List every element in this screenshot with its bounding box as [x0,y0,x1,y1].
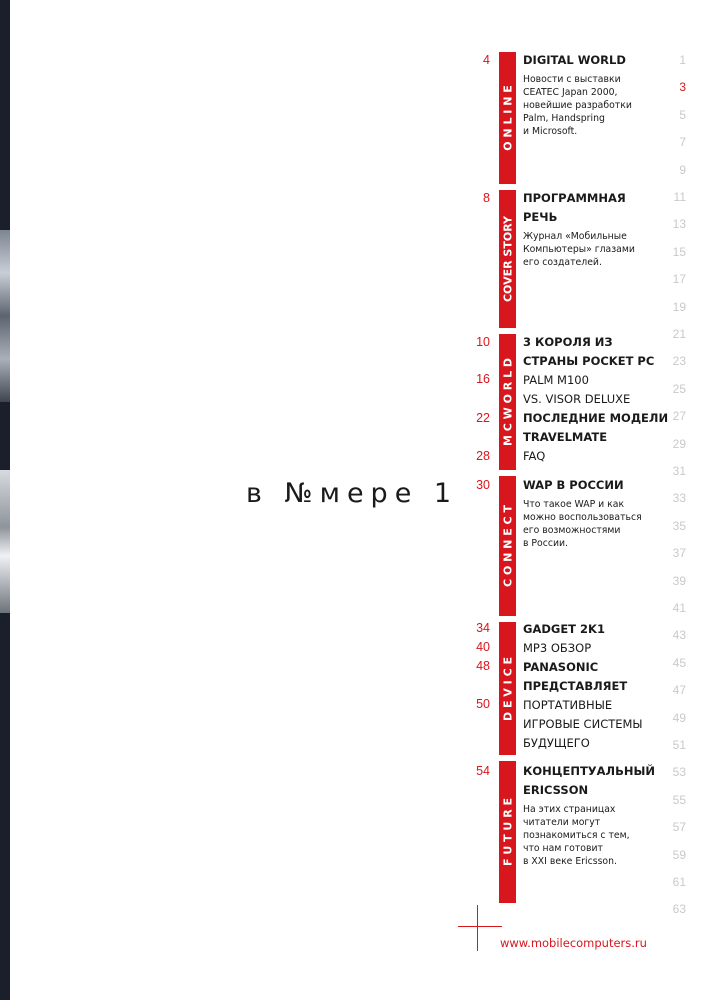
page-number: 10 [476,335,490,349]
ruler-page-number: 43 [672,628,686,643]
ruler-page-number: 33 [672,491,686,506]
page-number: 54 [476,764,490,778]
section-band-mc-world [499,334,516,470]
ruler-page-number: 51 [672,738,686,752]
toc-entry-3-korolya[interactable] [523,333,654,371]
entry-title: ПОСЛЕДНИЕ МОДЕЛИ [523,411,669,425]
ruler-page-number: 47 [672,683,686,698]
entry-title: КОНЦЕПТУАЛЬНЫЙ [523,764,656,778]
ruler-page-number: 41 [672,601,686,615]
ruler-page-number: 35 [672,518,686,533]
ruler-page-number: 3 [679,80,686,95]
toc-entry-travelmate[interactable] [523,409,668,447]
entry-description: Новости с выставки CEATEC Japan 2000, новейшие разработки Palm, Handspring и Microsoft. [523,74,632,137]
section-band-future [499,761,516,903]
ruler-page-number: 63 [672,902,686,917]
left-photo-strip [0,0,10,1000]
ruler-page-number: 1 [679,53,686,67]
ruler-page-number: 13 [672,217,686,232]
page-number: 22 [476,411,490,425]
entry-title: БУДУЩЕГО [523,736,590,750]
toc-entry-mp3[interactable] [523,639,591,658]
ruler-page-number: 57 [672,820,686,835]
section-label-future: F U T U R E [501,797,514,867]
ruler-page-number: 55 [672,792,686,807]
entry-title: DIGITAL WORLD [523,53,626,67]
page-number: 50 [476,697,490,711]
page-number: 8 [483,191,490,205]
entry-title: PANASONIC [523,660,599,674]
section-band-cover-story [499,190,516,328]
section-label-cover-story: COVER STORY [501,215,514,303]
ruler-page-number: 31 [672,464,686,478]
entry-title: FAQ [523,449,546,463]
section-band-connect [499,476,516,616]
device-photo-fragment-top [0,230,10,402]
entry-title: ПРЕДСТАВЛЯЕТ [523,679,628,693]
entry-title: GADGET 2K1 [523,622,605,636]
page-number: 48 [476,659,490,673]
website-url[interactable]: www.mobilecomputers.ru [500,936,647,950]
device-photo-fragment-bottom [0,470,10,613]
ruler-page-number: 37 [672,546,686,561]
section-label-online: O N L I N E [501,85,514,151]
entry-title: 3 КОРОЛЯ ИЗ [523,335,613,349]
toc-entry-faq[interactable] [523,447,545,466]
entry-title: VS. VISOR DELUXE [523,392,631,406]
entry-title: ИГРОВЫЕ СИСТЕМЫ [523,717,643,731]
entry-title: РЕЧЬ [523,210,558,224]
entry-description: Что такое WAP и как можно воспользоваться его возможностями в России. [523,499,642,549]
ruler-page-number: 59 [672,847,686,862]
page-number: 28 [476,449,490,463]
issue-title: в №мере 1 [246,478,459,509]
crosshair-mark-horizontal [458,926,502,927]
ruler-page-number: 39 [672,573,686,588]
entry-title: СТРАНЫ POCKET PC [523,354,655,368]
ruler-page-number: 29 [672,436,686,451]
ruler-page-number: 7 [679,135,686,150]
page-number: 40 [476,640,490,654]
toc-entry-panasonic[interactable] [523,658,627,696]
entry-title: ПОРТАТИВНЫЕ [523,698,613,712]
ruler-page-number: 25 [672,381,686,396]
entry-description: Журнал «Мобильные Компьютеры» глазами его создателей. [523,231,635,268]
ruler-page-number: 27 [672,409,686,424]
entry-title: PALM M100 [523,373,589,387]
section-label-connect: C O N N E C T [501,505,514,587]
entry-title: TRAVELMATE [523,430,608,444]
ruler-page-number: 45 [672,655,686,670]
ruler-page-number: 61 [672,875,686,889]
entry-title: ПРОГРАММНАЯ [523,191,626,205]
toc-entry-palm-m100[interactable] [523,371,630,409]
toc-entry-gadget[interactable] [523,620,605,639]
page-number: 34 [476,621,490,635]
ruler-page-number: 9 [679,162,686,177]
section-band-online [499,52,516,184]
entry-title: ERICSSON [523,783,589,797]
ruler-page-number: 17 [672,272,686,287]
section-label-mc-world: M C W O R L D [501,357,514,447]
toc-entry-programmnaya-rech[interactable] [523,189,635,269]
entry-description: На этих страницах читатели могут познакомиться с тем, что нам готовит в XXI веке Ericsson. [523,804,630,867]
page-number: 16 [476,372,490,386]
ruler-page-number: 23 [672,354,686,369]
section-band-device [499,622,516,755]
section-label-device: D E V I C E [501,656,514,721]
page-number: 4 [483,53,490,67]
ruler-page-number: 49 [672,710,686,725]
ruler-page-number: 53 [672,765,686,780]
entry-title: WAP В РОССИИ [523,478,624,492]
toc-entry-portable-games[interactable] [523,696,643,753]
ruler-page-number: 21 [672,327,686,341]
toc-entry-ericsson[interactable] [523,762,655,868]
page-ruler [662,0,692,1000]
ruler-page-number: 19 [672,299,686,314]
entry-title: MP3 ОБЗОР [523,641,592,655]
ruler-page-number: 11 [673,190,686,204]
toc-entry-digital-world[interactable] [523,51,632,138]
ruler-page-number: 15 [672,244,686,259]
toc-entry-wap[interactable] [523,476,642,550]
page-number: 30 [476,478,490,492]
ruler-page-number: 5 [679,107,686,122]
crosshair-mark-vertical [477,905,478,951]
